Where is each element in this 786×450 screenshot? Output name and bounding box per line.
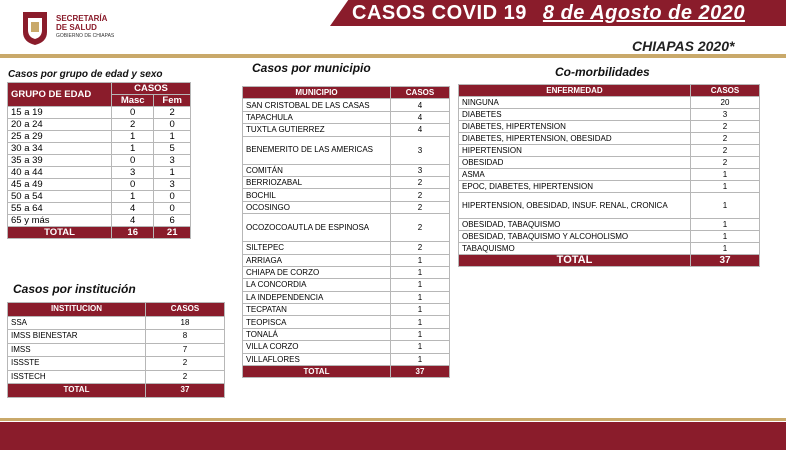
table-cell: 4 xyxy=(391,111,450,123)
table-cell: ISSSTE xyxy=(8,357,146,371)
table-row xyxy=(459,181,760,193)
region-label: CHIAPAS 2020* xyxy=(632,38,735,54)
com-section-title: Co-morbilidades xyxy=(555,65,650,79)
table-cell: 1 xyxy=(691,193,760,219)
col-municipality: MUNICIPIO xyxy=(243,87,391,99)
table-cell: 1 xyxy=(391,304,450,316)
table-cell: 2 xyxy=(146,370,225,384)
table-cell: OCOZOCOAUTLA DE ESPINOSA xyxy=(243,214,391,242)
table-cell: 0 xyxy=(112,179,154,191)
table-cell: IMSS xyxy=(8,343,146,357)
table-cell: EPOC, DIABETES, HIPERTENSION xyxy=(459,181,691,193)
municipality-table xyxy=(242,86,450,378)
table-row xyxy=(243,291,450,303)
table-cell: TAPACHULA xyxy=(243,111,391,123)
org-name: SECRETARÍA DE SALUD GOBIERNO DE CHIAPAS xyxy=(56,14,115,39)
table-cell: 50 a 54 xyxy=(8,191,112,203)
col-cases: CASOS xyxy=(112,83,191,95)
table-cell: 4 xyxy=(391,124,450,136)
table-row xyxy=(8,215,191,227)
table-cell: 4 xyxy=(391,99,450,111)
table-row xyxy=(243,254,450,266)
table-row xyxy=(8,357,225,371)
table-cell: 1 xyxy=(391,266,450,278)
table-row xyxy=(243,136,450,164)
table-cell: TUXTLA GUTIERREZ xyxy=(243,124,391,136)
total-row xyxy=(8,384,225,398)
table-cell: DIABETES xyxy=(459,109,691,121)
table-cell: 2 xyxy=(691,157,760,169)
table-row xyxy=(243,316,450,328)
table-row xyxy=(243,266,450,278)
table-cell: 8 xyxy=(146,330,225,344)
table-row xyxy=(8,155,191,167)
table-row xyxy=(459,193,760,219)
table-row xyxy=(459,243,760,255)
table-cell: 37 xyxy=(691,255,760,267)
table-cell: VILLAFLORES xyxy=(243,353,391,365)
table-row xyxy=(243,99,450,111)
col-cases: CASOS xyxy=(691,85,760,97)
col-cases: CASOS xyxy=(391,87,450,99)
table-cell: 20 xyxy=(691,97,760,109)
table-cell: 1 xyxy=(112,143,154,155)
table-row xyxy=(8,203,191,215)
table-cell: SILTEPEC xyxy=(243,242,391,254)
table-cell: 0 xyxy=(154,119,191,131)
table-cell: 2 xyxy=(391,176,450,188)
table-row xyxy=(8,316,225,330)
table-cell: 2 xyxy=(112,119,154,131)
table-cell: TOTAL xyxy=(8,384,146,398)
divider-line xyxy=(0,54,786,58)
table-cell: 37 xyxy=(391,366,450,378)
table-cell: 1 xyxy=(691,219,760,231)
col-fem: Fem xyxy=(154,95,191,107)
table-row xyxy=(8,107,191,119)
table-cell: 15 a 19 xyxy=(8,107,112,119)
table-row xyxy=(8,131,191,143)
table-cell: DIABETES, HIPERTENSION xyxy=(459,121,691,133)
table-cell: 37 xyxy=(146,384,225,398)
table-row xyxy=(459,169,760,181)
table-cell: 3 xyxy=(112,167,154,179)
table-cell: 3 xyxy=(391,136,450,164)
table-cell: 7 xyxy=(146,343,225,357)
table-cell: 1 xyxy=(112,191,154,203)
table-row xyxy=(8,330,225,344)
table-cell: 3 xyxy=(691,109,760,121)
table-cell: TOTAL xyxy=(459,255,691,267)
table-cell: 1 xyxy=(391,353,450,365)
table-row xyxy=(8,343,225,357)
table-cell: 1 xyxy=(154,167,191,179)
table-cell: TONALÁ xyxy=(243,328,391,340)
table-cell: 0 xyxy=(112,155,154,167)
table-row xyxy=(8,179,191,191)
table-row xyxy=(459,133,760,145)
table-cell: TABAQUISMO xyxy=(459,243,691,255)
page-title xyxy=(352,2,745,25)
table-cell: 2 xyxy=(691,121,760,133)
footer-band xyxy=(0,422,786,450)
footer-divider xyxy=(0,418,786,421)
table-row xyxy=(459,231,760,243)
table-cell: 1 xyxy=(691,231,760,243)
state-seal-icon xyxy=(20,8,50,46)
table-cell: 1 xyxy=(391,341,450,353)
table-row xyxy=(243,124,450,136)
table-cell: 1 xyxy=(391,316,450,328)
table-row xyxy=(8,119,191,131)
table-cell: 3 xyxy=(391,164,450,176)
table-cell: 5 xyxy=(154,143,191,155)
table-cell: HIPERTENSION, OBESIDAD, INSUF. RENAL, CRONICA xyxy=(459,193,691,219)
table-cell: 6 xyxy=(154,215,191,227)
table-cell: LA CONCORDIA xyxy=(243,279,391,291)
table-cell: LA INDEPENDENCIA xyxy=(243,291,391,303)
report-date: 8 de Agosto de 2020 xyxy=(542,2,746,24)
table-cell: 21 xyxy=(154,227,191,239)
table-row xyxy=(243,201,450,213)
table-row xyxy=(459,97,760,109)
table-row xyxy=(459,109,760,121)
table-cell: 1 xyxy=(691,243,760,255)
table-cell: 0 xyxy=(154,191,191,203)
total-row xyxy=(8,227,191,239)
table-cell: 0 xyxy=(112,107,154,119)
table-cell: 25 a 29 xyxy=(8,131,112,143)
table-cell: OBESIDAD xyxy=(459,157,691,169)
table-cell: 1 xyxy=(391,328,450,340)
table-row xyxy=(243,242,450,254)
table-cell: 2 xyxy=(391,201,450,213)
table-cell: ASMA xyxy=(459,169,691,181)
table-cell: HIPERTENSION xyxy=(459,145,691,157)
table-cell: OBESIDAD, TABAQUISMO Y ALCOHOLISMO xyxy=(459,231,691,243)
table-cell: 0 xyxy=(154,203,191,215)
table-cell: CHIAPA DE CORZO xyxy=(243,266,391,278)
table-cell: 1 xyxy=(154,131,191,143)
table-cell: OBESIDAD, TABAQUISMO xyxy=(459,219,691,231)
table-cell: 1 xyxy=(112,131,154,143)
table-cell: TEOPISCA xyxy=(243,316,391,328)
col-cases: CASOS xyxy=(146,303,225,317)
table-cell: 2 xyxy=(391,242,450,254)
table-row xyxy=(243,176,450,188)
table-row xyxy=(459,121,760,133)
table-cell: ARRIAGA xyxy=(243,254,391,266)
col-institution: INSTITUCION xyxy=(8,303,146,317)
table-cell: SSA xyxy=(8,316,146,330)
age-section-title: Casos por grupo de edad y sexo xyxy=(8,69,163,80)
table-row xyxy=(243,189,450,201)
table-cell: 16 xyxy=(112,227,154,239)
table-cell: 2 xyxy=(146,357,225,371)
table-cell: 2 xyxy=(691,145,760,157)
table-row xyxy=(8,191,191,203)
table-row xyxy=(8,143,191,155)
table-row xyxy=(8,370,225,384)
comorbidity-table xyxy=(458,84,760,267)
table-cell: 20 a 24 xyxy=(8,119,112,131)
table-cell: 45 a 49 xyxy=(8,179,112,191)
table-cell: 18 xyxy=(146,316,225,330)
table-cell: 1 xyxy=(391,279,450,291)
table-row xyxy=(243,164,450,176)
age-table xyxy=(7,82,191,239)
total-row xyxy=(243,366,450,378)
table-cell: 35 a 39 xyxy=(8,155,112,167)
col-disease: ENFERMEDAD xyxy=(459,85,691,97)
table-cell: 55 a 64 xyxy=(8,203,112,215)
table-row xyxy=(459,219,760,231)
table-cell: IMSS BIENESTAR xyxy=(8,330,146,344)
col-age-group: GRUPO DE EDAD xyxy=(8,83,112,107)
table-cell: TOTAL xyxy=(243,366,391,378)
table-row xyxy=(459,157,760,169)
table-cell: TECPATAN xyxy=(243,304,391,316)
table-cell: BERRIOZABAL xyxy=(243,176,391,188)
table-row xyxy=(243,341,450,353)
table-cell: 2 xyxy=(391,214,450,242)
table-cell: ISSTECH xyxy=(8,370,146,384)
table-row xyxy=(243,279,450,291)
table-cell: 3 xyxy=(154,155,191,167)
table-cell: DIABETES, HIPERTENSION, OBESIDAD xyxy=(459,133,691,145)
table-row xyxy=(243,353,450,365)
table-cell: 4 xyxy=(112,203,154,215)
table-cell: 40 a 44 xyxy=(8,167,112,179)
mun-section-title: Casos por municipio xyxy=(252,61,371,75)
table-row xyxy=(243,111,450,123)
table-cell: 3 xyxy=(154,179,191,191)
table-cell: TOTAL xyxy=(8,227,112,239)
table-cell: 4 xyxy=(112,215,154,227)
table-cell: 1 xyxy=(391,291,450,303)
table-cell: SAN CRISTOBAL DE LAS CASAS xyxy=(243,99,391,111)
table-cell: BENEMERITO DE LAS AMERICAS xyxy=(243,136,391,164)
table-row xyxy=(8,167,191,179)
inst-section-title: Casos por institución xyxy=(13,282,136,296)
table-cell: NINGUNA xyxy=(459,97,691,109)
institution-table xyxy=(7,302,225,398)
table-row xyxy=(459,145,760,157)
table-cell: 2 xyxy=(691,133,760,145)
table-cell: 65 y más xyxy=(8,215,112,227)
table-cell: 1 xyxy=(691,169,760,181)
table-row xyxy=(243,214,450,242)
table-row xyxy=(243,328,450,340)
table-cell: VILLA CORZO xyxy=(243,341,391,353)
table-cell: 2 xyxy=(391,189,450,201)
table-cell: 2 xyxy=(154,107,191,119)
table-row xyxy=(243,304,450,316)
table-cell: BOCHIL xyxy=(243,189,391,201)
table-cell: 1 xyxy=(391,254,450,266)
col-masc: Masc xyxy=(112,95,154,107)
table-cell: COMITÁN xyxy=(243,164,391,176)
title-text: CASOS COVID 19 xyxy=(352,2,527,24)
table-cell: 1 xyxy=(691,181,760,193)
table-cell: OCOSINGO xyxy=(243,201,391,213)
total-row xyxy=(459,255,760,267)
table-cell: 30 a 34 xyxy=(8,143,112,155)
